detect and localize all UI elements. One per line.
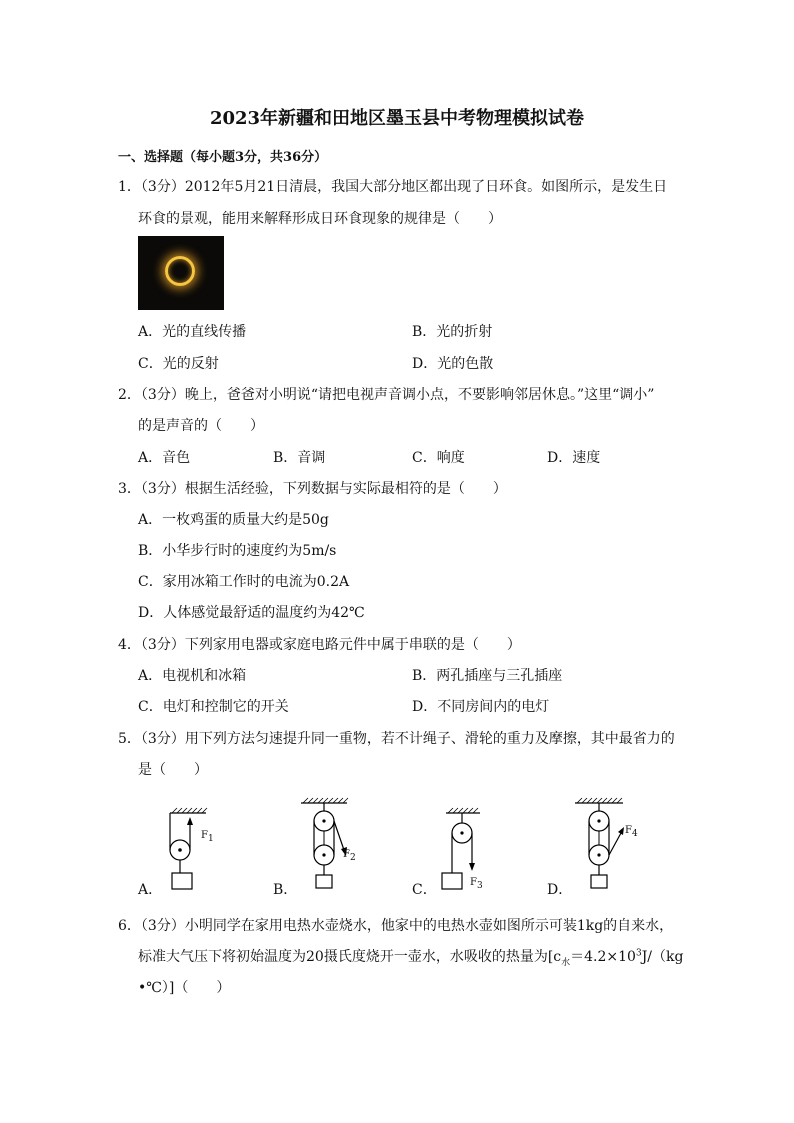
force-label-f4 (625, 825, 638, 839)
force-f3-letter: F (470, 877, 477, 888)
q6-line2-text-a: 标准大气压下将初始温度为20摄氏度烧开一壶水，水吸收的热量为[c (138, 949, 562, 965)
q6-water-subscript: 水 (561, 957, 571, 968)
force-label-f1 (201, 830, 214, 844)
q6-exponent: 3 (635, 948, 642, 959)
figure-b-label: B． (273, 882, 298, 898)
pulley-figure-b (273, 795, 393, 900)
q2-stem-line2: 的是声音的（ ） (138, 418, 264, 434)
figure-a-label: A． (138, 882, 163, 898)
q6-stem-line3: •℃）]（ ） (138, 980, 231, 996)
pulley-diagram-a (158, 795, 243, 895)
page-title: 2023年新疆和田地区墨玉县中考物理模拟试卷 (209, 108, 585, 129)
q6-stem-line1: 6．（3分）小明同学在家用电热水壶烧水，他家中的电热水壶如图所示可装1kg的自来水， (118, 918, 674, 934)
force-f1-subscript: 1 (207, 834, 214, 844)
q1-stem-line2: 环食的景观，能用来解释形成日环食现象的规律是（ ） (138, 211, 502, 227)
force-label-f2 (343, 849, 356, 863)
q2-stem-line1: 2．（3分）晚上，爸爸对小明说“请把电视声音调小点，不要影响邻居休息。”这里“调小” (118, 387, 655, 403)
q1-option-a: A．光的直线传播 (138, 324, 247, 340)
force-f4-letter: F (625, 825, 632, 836)
q3-option-c: C．家用冰箱工作时的电流为0.2A (138, 574, 350, 590)
q3-stem: 3．（3分）根据生活经验，下列数据与实际最相符的是（ ） (118, 481, 507, 497)
q4-stem: 4．（3分）下列家用电器或家庭电路元件中属于串联的是（ ） (118, 637, 521, 653)
force-f2-subscript: 2 (349, 853, 356, 863)
pulley-diagram-d (571, 795, 661, 895)
force-f2-letter: F (343, 849, 350, 860)
pulley-diagram-b (297, 795, 382, 895)
force-f3-subscript: 3 (476, 881, 483, 891)
q5-stem-line2: 是（ ） (138, 762, 208, 778)
eclipse-ring (165, 256, 195, 286)
figure-c-label: C． (412, 882, 437, 898)
q5-stem-line1: 5．（3分）用下列方法匀速提升同一重物，若不计绳子、滑轮的重力及摩擦，其中最省力的 (118, 731, 675, 747)
q4-option-b: B．两孔插座与三孔插座 (412, 668, 563, 684)
q1-option-b: B．光的折射 (412, 324, 493, 340)
q4-option-c: C．电灯和控制它的开关 (138, 699, 289, 715)
force-f1-letter: F (201, 830, 208, 841)
q1-option-d: D．光的色散 (412, 356, 494, 372)
force-label-f3 (470, 877, 483, 891)
q6-stem-line2 (138, 946, 683, 968)
pulley-figure-c (412, 795, 522, 900)
q1-option-c: C．光的反射 (138, 356, 219, 372)
q4-option-d: D．不同房间内的电灯 (412, 699, 550, 715)
q3-option-b: B．小华步行时的速度约为5m/s (138, 543, 337, 559)
q2-option-d: D．速度 (547, 450, 601, 466)
q1-stem-line1: 1．（3分）2012年5月21日清晨，我国大部分地区都出现了日环食。如图所示，是发生日 (118, 179, 668, 195)
pulley-figure-a (138, 795, 248, 900)
q4-option-a: A．电视机和冰箱 (138, 668, 247, 684)
q2-option-b: B．音调 (273, 450, 326, 466)
q2-option-c: C．响度 (412, 450, 465, 466)
pulley-figure-d (547, 795, 667, 900)
q6-line2-text-c: J/（kg (641, 949, 684, 965)
q3-option-d: D．人体感觉最舒适的温度约为42℃ (138, 605, 365, 621)
force-f4-subscript: 4 (631, 829, 638, 839)
q3-option-a: A．一枚鸡蛋的质量大约是50g (138, 512, 329, 528)
annular-eclipse-image (138, 236, 224, 310)
q2-option-a: A．音色 (138, 450, 191, 466)
q6-line2-text-b: ＝4.2×10 (570, 949, 636, 965)
section-heading: 一、选择题（每小题3分，共36分） (118, 150, 328, 165)
figure-d-label: D． (547, 882, 573, 898)
